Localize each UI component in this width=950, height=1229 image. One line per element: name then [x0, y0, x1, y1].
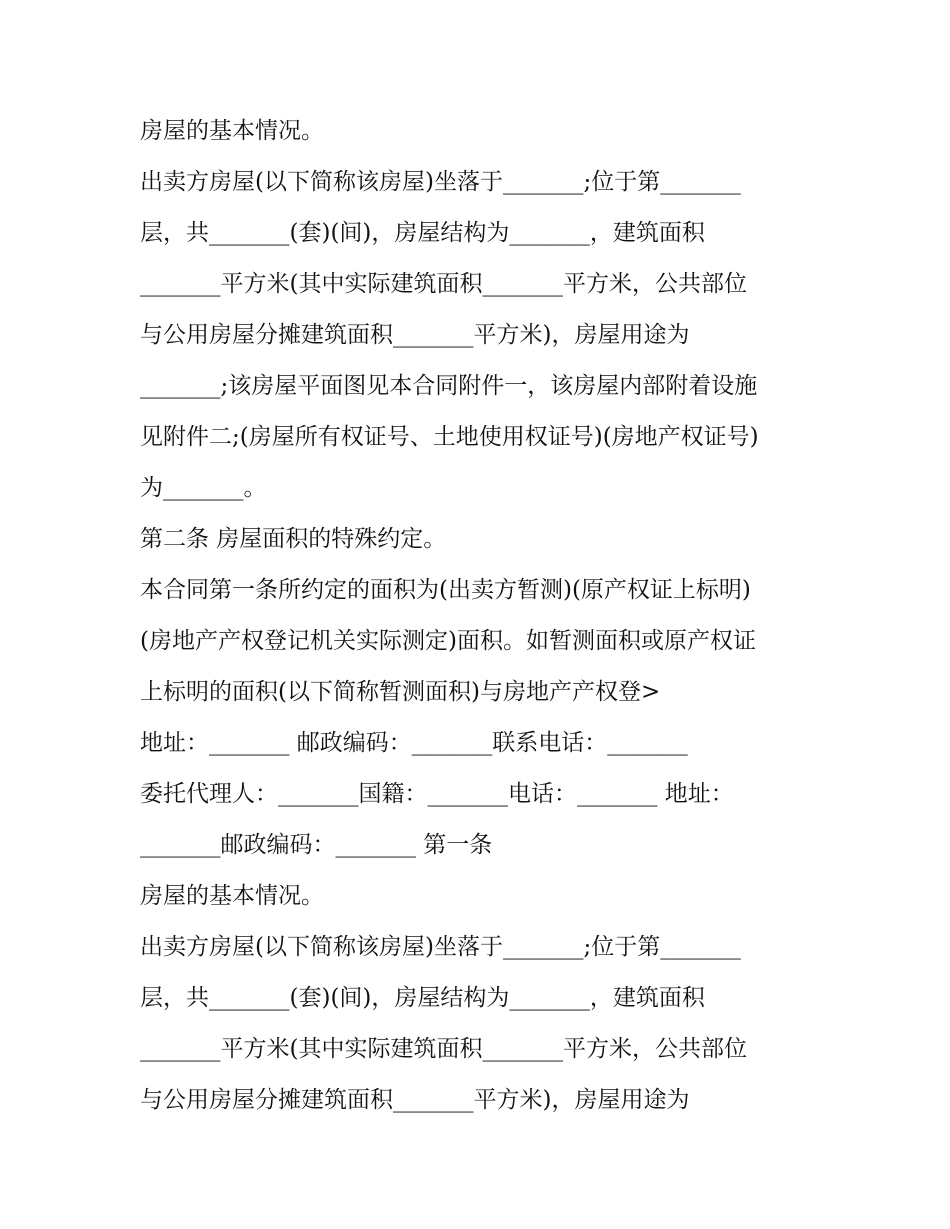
text-line: 与公用房屋分摊建筑面积_______平方米)，房屋用途为	[140, 1087, 690, 1113]
text-line: _______平方米(其中实际建筑面积_______平方米，公共部位	[140, 271, 747, 297]
text-line: 上标明的面积(以下简称暂测面积)与房地产产权登>	[140, 679, 661, 705]
text-line: (房地产产权登记机关实际测定)面积。如暂测面积或原产权证	[140, 628, 756, 654]
text-line: 为_______。	[140, 475, 267, 501]
text-line: 层，共_______(套)(间)，房屋结构为_______，建筑面积	[140, 220, 705, 246]
text-line: 出卖方房屋(以下简称该房屋)坐落于_______;位于第_______	[140, 169, 741, 195]
text-line: _______平方米(其中实际建筑面积_______平方米，公共部位	[140, 1036, 747, 1062]
text-line: 与公用房屋分摊建筑面积_______平方米)，房屋用途为	[140, 322, 690, 348]
text-line: 房屋的基本情况。	[140, 118, 324, 144]
section-heading: 第二条 房屋面积的特殊约定。	[140, 526, 447, 552]
text-line: _______;该房屋平面图见本合同附件一，该房屋内部附着设施	[140, 373, 758, 399]
text-line: _______邮政编码：_______ 第一条	[140, 832, 493, 858]
text-line: 委托代理人：_______国籍：_______电话：_______ 地址：	[140, 781, 734, 807]
text-line: 房屋的基本情况。	[140, 883, 324, 909]
text-line: 地址：_______ 邮政编码：_______联系电话：_______	[140, 730, 688, 756]
text-line: 本合同第一条所约定的面积为(出卖方暂测)(原产权证上标明)	[140, 577, 751, 603]
text-line: 层，共_______(套)(间)，房屋结构为_______，建筑面积	[140, 985, 705, 1011]
contract-text	[140, 106, 820, 1126]
text-line: 出卖方房屋(以下简称该房屋)坐落于_______;位于第_______	[140, 934, 741, 960]
text-line: 见附件二;(房屋所有权证号、土地使用权证号)(房地产权证号)	[140, 424, 759, 450]
